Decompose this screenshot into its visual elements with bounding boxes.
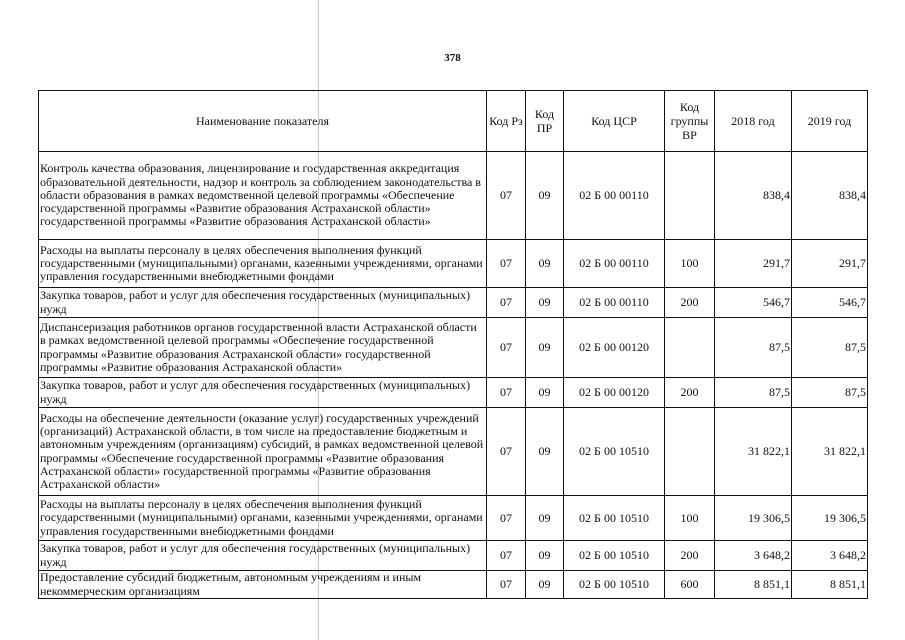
row-amount-2019: 291,7	[792, 240, 868, 288]
row-amount-2018: 838,4	[715, 152, 792, 240]
row-vr-code	[665, 318, 715, 378]
row-rz-code: 07	[487, 408, 526, 496]
row-amount-2018: 87,5	[715, 378, 792, 408]
row-amount-2019: 3 648,2	[792, 541, 868, 571]
row-indicator-name: Закупка товаров, работ и услуг для обеспечения государственных (муниципальных) нужд	[39, 378, 487, 408]
header-vr-group-code: Код группы ВР	[665, 91, 715, 152]
row-vr-code	[665, 152, 715, 240]
row-vr-code: 200	[665, 288, 715, 318]
row-indicator-name: Диспансеризация работников органов государственной власти Астраханской области в рамках ведомственной целевой программы «Обеспечение государственной программы «Развитие образования Астраханской области» государственной программы «Развитие образования Астраханской области»	[39, 318, 487, 378]
row-indicator-name: Контроль качества образования, лицензирование и государственная аккредитация образовательной деятельности, надзор и контроль за соблюдением законодательства в области образования в рамках ведомственной целевой программы «Обеспечение государственной программы «Развитие образования Астраханской области» государственной программы «Развитие образования Астраханской области»	[39, 152, 487, 240]
row-csr-code: 02 Б 00 10510	[564, 408, 665, 496]
row-csr-code: 02 Б 00 00110	[564, 288, 665, 318]
table-header-row	[39, 91, 868, 152]
row-rz-code: 07	[487, 288, 526, 318]
row-amount-2019: 31 822,1	[792, 408, 868, 496]
row-amount-2018: 8 851,1	[715, 571, 792, 599]
header-year-2019: 2019 год	[792, 91, 868, 152]
row-pr-code: 09	[526, 288, 564, 318]
page-number: 378	[444, 52, 461, 64]
row-csr-code: 02 Б 00 00110	[564, 152, 665, 240]
row-vr-code: 200	[665, 378, 715, 408]
row-rz-code: 07	[487, 496, 526, 541]
row-amount-2018: 19 306,5	[715, 496, 792, 541]
row-amount-2019: 87,5	[792, 318, 868, 378]
table-row	[39, 541, 868, 571]
table-row	[39, 288, 868, 318]
row-rz-code: 07	[487, 541, 526, 571]
row-pr-code: 09	[526, 541, 564, 571]
budget-table	[38, 90, 868, 599]
row-indicator-name: Расходы на выплаты персоналу в целях обеспечения выполнения функций государственными (муниципальными) органами, казенными учреждениями, органами управления государственными внебюджетными фондами	[39, 240, 487, 288]
row-csr-code: 02 Б 00 10510	[564, 571, 665, 599]
row-vr-code: 600	[665, 571, 715, 599]
row-amount-2018: 31 822,1	[715, 408, 792, 496]
row-amount-2018: 87,5	[715, 318, 792, 378]
row-vr-code: 100	[665, 496, 715, 541]
table-row	[39, 152, 868, 240]
header-rz-code: Код Рз	[487, 91, 526, 152]
row-csr-code: 02 Б 00 10510	[564, 496, 665, 541]
row-rz-code: 07	[487, 240, 526, 288]
row-indicator-name: Расходы на выплаты персоналу в целях обеспечения выполнения функций государственными (муниципальными) органами, казенными учреждениями, органами управления государственными внебюджетными фондами	[39, 496, 487, 541]
row-vr-code: 200	[665, 541, 715, 571]
row-amount-2019: 8 851,1	[792, 571, 868, 599]
table-row	[39, 408, 868, 496]
row-indicator-name: Закупка товаров, работ и услуг для обеспечения государственных (муниципальных) нужд	[39, 288, 487, 318]
row-rz-code: 07	[487, 571, 526, 599]
table-row	[39, 571, 868, 599]
row-rz-code: 07	[487, 152, 526, 240]
row-pr-code: 09	[526, 318, 564, 378]
row-csr-code: 02 Б 00 00110	[564, 240, 665, 288]
row-amount-2019: 19 306,5	[792, 496, 868, 541]
row-pr-code: 09	[526, 571, 564, 599]
row-pr-code: 09	[526, 152, 564, 240]
row-csr-code: 02 Б 00 10510	[564, 541, 665, 571]
row-pr-code: 09	[526, 408, 564, 496]
row-indicator-name: Закупка товаров, работ и услуг для обеспечения государственных (муниципальных) нужд	[39, 541, 487, 571]
row-pr-code: 09	[526, 496, 564, 541]
row-indicator-name: Предоставление субсидий бюджетным, автономным учреждениям и иным некоммерческим организациям	[39, 571, 487, 599]
row-amount-2019: 87,5	[792, 378, 868, 408]
row-csr-code: 02 Б 00 00120	[564, 318, 665, 378]
row-vr-code: 100	[665, 240, 715, 288]
row-amount-2018: 3 648,2	[715, 541, 792, 571]
header-year-2018: 2018 год	[715, 91, 792, 152]
row-amount-2018: 546,7	[715, 288, 792, 318]
row-csr-code: 02 Б 00 00120	[564, 378, 665, 408]
row-amount-2018: 291,7	[715, 240, 792, 288]
header-pr-code: Код ПР	[526, 91, 564, 152]
table-row	[39, 378, 868, 408]
row-pr-code: 09	[526, 240, 564, 288]
row-rz-code: 07	[487, 318, 526, 378]
row-amount-2019: 546,7	[792, 288, 868, 318]
header-csr-code: Код ЦСР	[564, 91, 665, 152]
table-row	[39, 496, 868, 541]
row-amount-2019: 838,4	[792, 152, 868, 240]
row-pr-code: 09	[526, 378, 564, 408]
row-rz-code: 07	[487, 378, 526, 408]
header-indicator-name: Наименование показателя	[39, 91, 487, 152]
row-indicator-name: Расходы на обеспечение деятельности (оказание услуг) государственных учреждений (организаций) Астраханской области, в том числе на предоставление бюджетным и автономным учреждениям (организациям) субсидий, в рамках ведомственной целевой программы «Обеспечение государственной программы «Развитие образования Астраханской области» государственной программы «Развитие образования Астраханской области»	[39, 408, 487, 496]
row-vr-code	[665, 408, 715, 496]
table-row	[39, 318, 868, 378]
table-row	[39, 240, 868, 288]
